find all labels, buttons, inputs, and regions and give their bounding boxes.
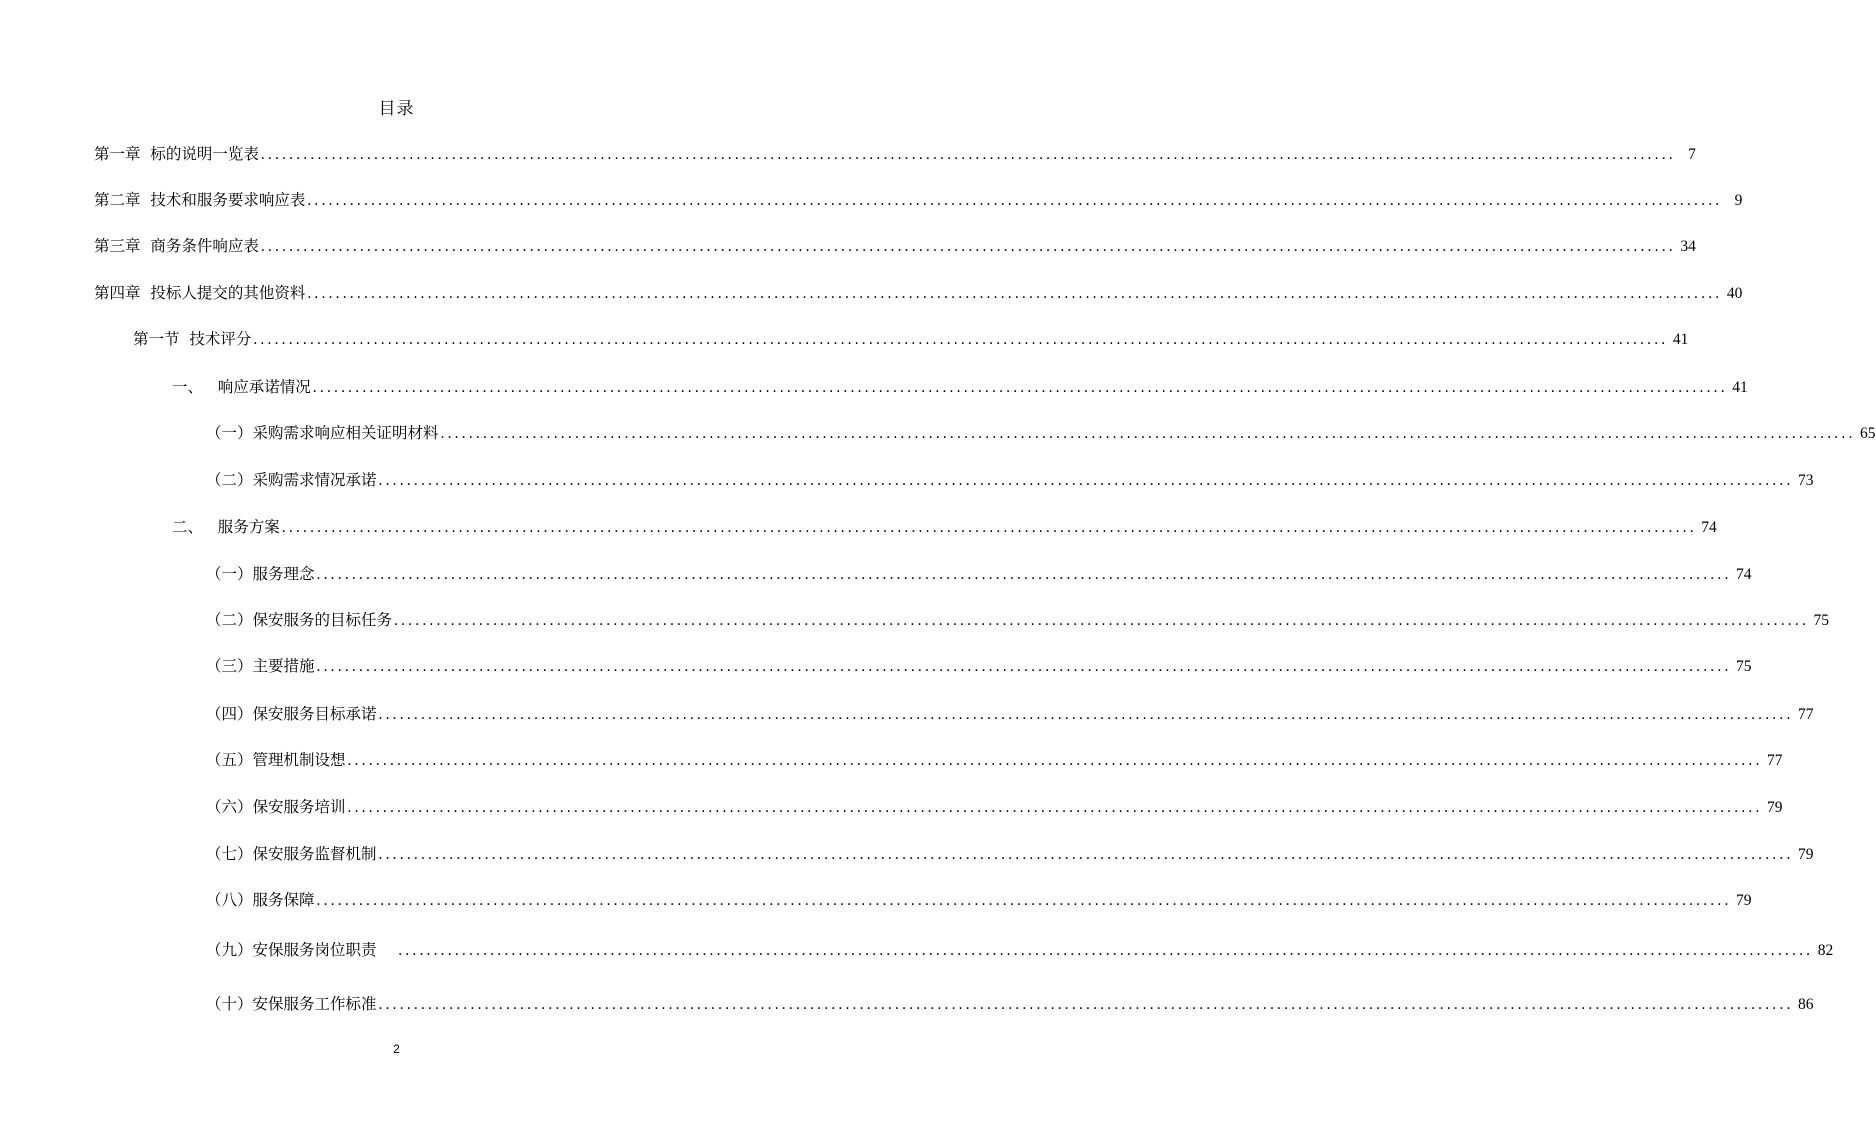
toc-entry-page: 75 [1813,612,1830,629]
toc-entry-page: 74 [1701,519,1717,536]
dot-leader: ........................................................................................................................................................................................................ [316,892,1732,909]
dot-leader: ........................................................................................................................................................................................................ [312,379,1728,396]
toc-entry-label: 第二章 技术和服务要求响应表 [94,191,306,209]
toc-entry-item-2-8[interactable] [206,888,1752,912]
dot-leader: ........................................................................................................................................................................................................ [316,658,1732,675]
toc-entry-page: 74 [1736,566,1752,583]
toc-entry-page: 73 [1798,472,1814,489]
toc-entry-label: （四）保安服务目标承诺 [206,705,377,723]
toc-entry-label: （十）安保服务工作标准 [206,995,377,1013]
toc-entry-page: 79 [1798,846,1814,863]
toc-entry-page: 77 [1767,752,1783,769]
toc-entry-item-2-7[interactable] [206,842,1814,866]
toc-entry-label: （五）管理机制设想 [206,751,346,769]
dot-leader: ........................................................................................................................................................................................................ [394,612,1810,629]
dot-leader: ........................................................................................................................................................................................................ [316,566,1732,583]
toc-entry-page: 7 [1688,146,1696,163]
toc-entry-chapter-1[interactable] [94,142,1696,166]
toc-entry-page: 79 [1736,892,1752,909]
toc-entry-page: 40 [1726,285,1743,302]
toc-title: 目录 [378,99,415,119]
dot-leader: ........................................................................................................................................................................................................ [347,752,1763,769]
dot-leader: ........................................................................................................................................................................................................ [307,285,1723,302]
toc-entry-item-2-1[interactable] [206,562,1752,586]
toc-entry-label: （八）服务保障 [206,891,315,909]
page-number: 2 [393,1042,400,1056]
toc-entry-page: 82 [1817,942,1834,959]
toc-entry-item-2-2[interactable] [206,608,1830,632]
dot-leader: ........................................................................................................................................................................................................ [440,425,1856,442]
toc-entry-label: 第一节 技术评分 [133,330,252,348]
dot-leader: ........................................................................................................................................................................................................ [281,519,1697,536]
dot-leader: ........................................................................................................................................................................................................ [260,238,1676,255]
dot-leader: ........................................................................................................................................................................................................ [347,799,1763,816]
toc-entry-chapter-4[interactable] [94,281,1743,305]
dot-leader: ........................................................................................................................................................................................................ [378,706,1794,723]
toc-entry-item-2-5[interactable] [206,748,1783,772]
dot-leader: ........................................................................................................................................................................................................ [378,996,1794,1013]
toc-entry-label: （二）保安服务的目标任务 [206,611,393,629]
toc-entry-label: （一）服务理念 [206,565,315,583]
toc-entry-section-1[interactable] [133,327,1689,351]
toc-entry-item-1-1[interactable] [206,421,1876,445]
toc-entry-page: 77 [1798,706,1814,723]
toc-entry-chapter-2[interactable] [94,188,1743,212]
dot-leader: ........................................................................................................................................................................................................ [378,846,1794,863]
toc-entry-label: （九）安保服务岗位职责 [206,941,397,959]
dot-leader: ........................................................................................................................................................................................................ [378,472,1794,489]
dot-leader: ........................................................................................................................................................................................................ [253,331,1669,348]
toc-entry-page: 75 [1736,658,1752,675]
toc-entry-page: 86 [1798,996,1814,1013]
toc-entry-page: 9 [1734,192,1743,209]
dot-leader: ........................................................................................................................................................................................................ [398,942,1814,959]
dot-leader: ........................................................................................................................................................................................................ [260,146,1676,163]
toc-entry-label: 一、 响应承诺情况 [172,378,311,396]
toc-entry-subsection-1[interactable] [172,375,1748,399]
toc-entry-label: 第一章 标的说明一览表 [94,145,259,163]
toc-entry-item-2-4[interactable] [206,702,1814,726]
toc-entry-label: 第三章 商务条件响应表 [94,237,259,255]
toc-entry-item-2-10[interactable] [206,992,1814,1016]
toc-entry-item-2-6[interactable] [206,795,1783,819]
dot-leader: ........................................................................................................................................................................................................ [307,192,1723,209]
toc-entry-item-2-9[interactable] [206,938,1834,962]
toc-entry-label: （六）保安服务培训 [206,798,346,816]
toc-entry-page: 34 [1680,238,1696,255]
toc-entry-page: 41 [1732,379,1748,396]
toc-entry-page: 41 [1672,331,1689,348]
toc-entry-item-1-2[interactable] [206,468,1814,492]
toc-entry-chapter-3[interactable] [94,234,1696,258]
toc-entry-label: （七）保安服务监督机制 [206,845,377,863]
toc-entry-label: （二）采购需求情况承诺 [206,471,377,489]
toc-entry-subsection-2[interactable] [172,515,1717,539]
toc-entry-label: 第四章 投标人提交的其他资料 [94,284,306,302]
toc-entry-item-2-3[interactable] [206,654,1752,678]
toc-entry-label: （一）采购需求响应相关证明材料 [206,424,439,442]
toc-entry-label: （三）主要措施 [206,657,315,675]
toc-entry-page: 79 [1767,799,1783,816]
toc-entry-label: 二、 服务方案 [172,518,280,536]
toc-entry-page: 65 [1860,425,1876,442]
